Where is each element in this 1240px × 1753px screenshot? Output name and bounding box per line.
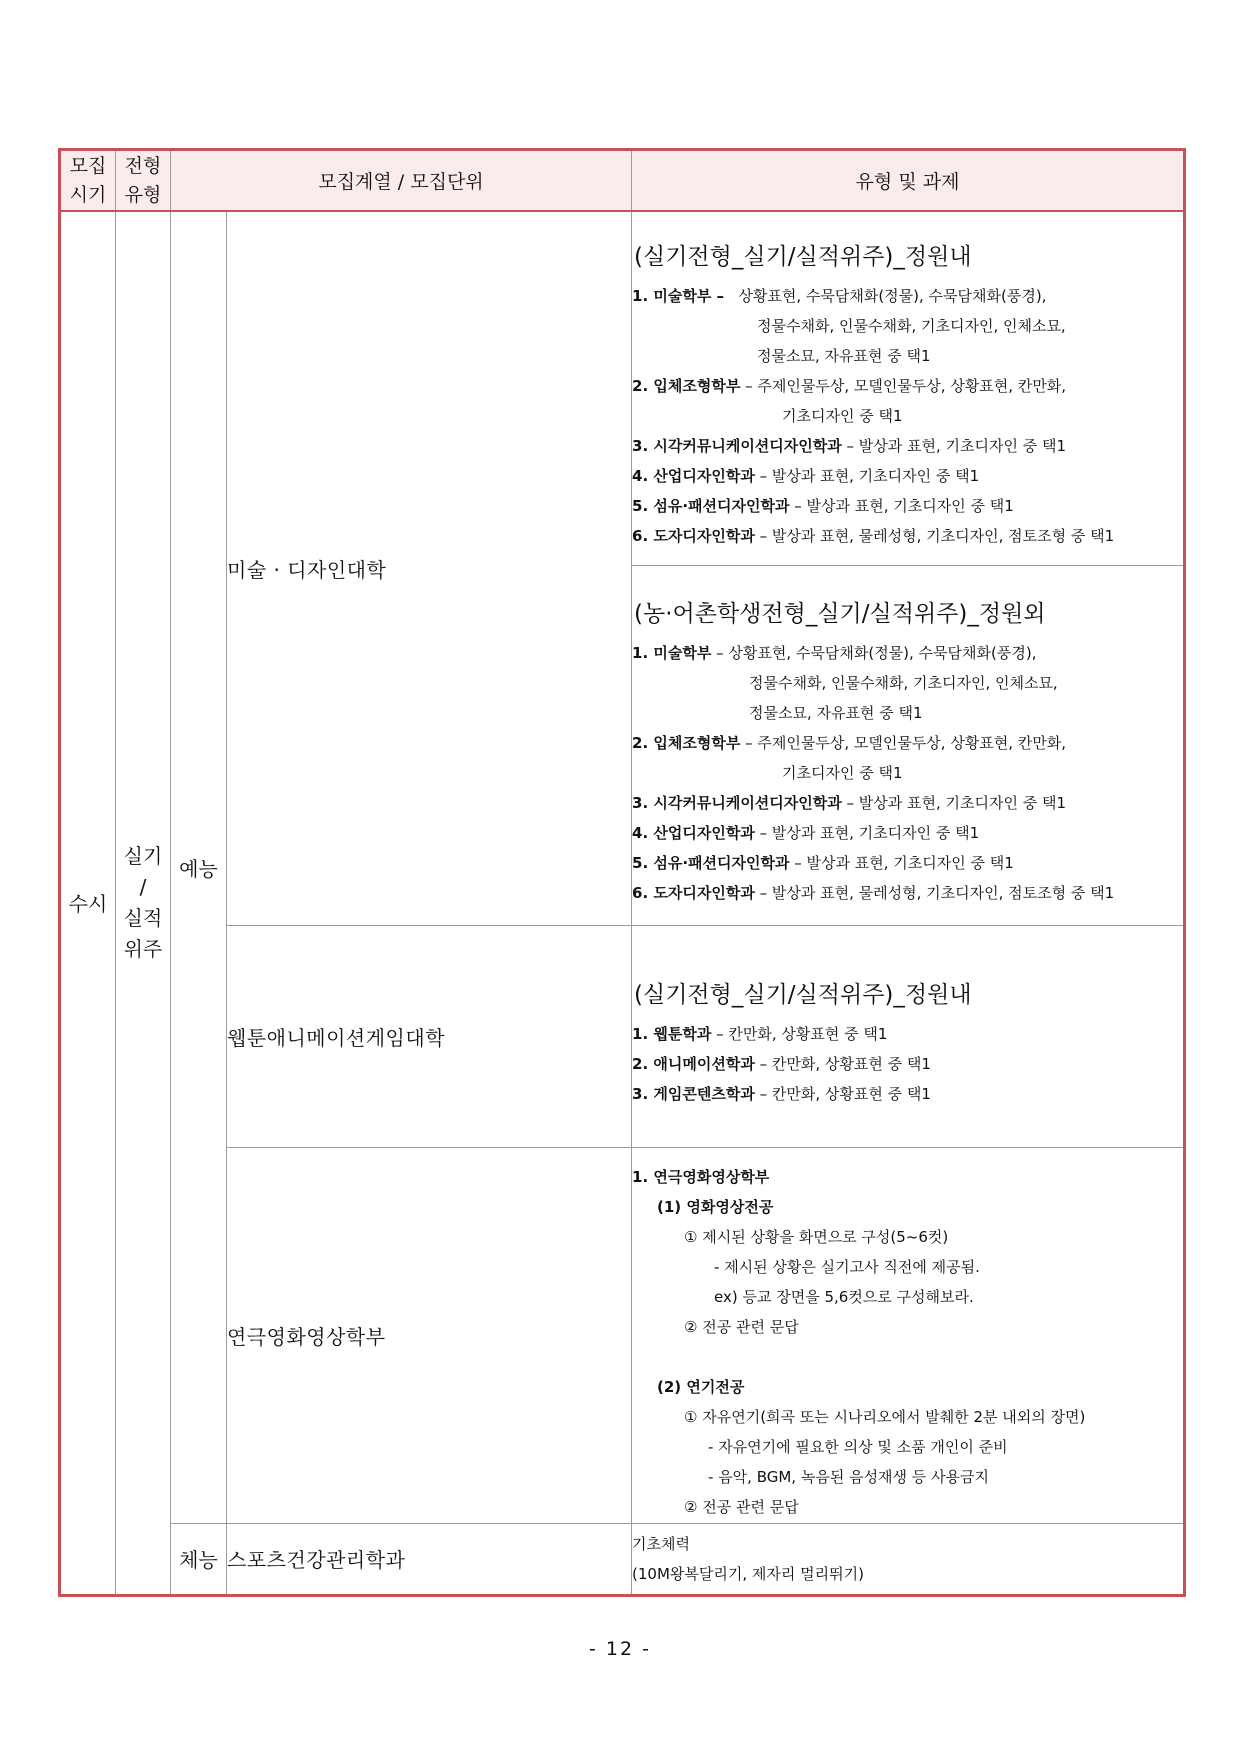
list-item: 4. 산업디자인학과 – 발상과 표현, 기초디자인 중 택1 [632, 823, 980, 842]
list-item: 1. 웹툰학과 – 칸만화, 상황표현 중 택1 [632, 1024, 888, 1043]
header-task: 유형 및 과제 [632, 150, 1185, 212]
type-cell: 실기 / 실적 위주 [116, 211, 171, 1595]
field-sports-cell: 체능 [171, 1523, 227, 1595]
header-type: 전형 유형 [116, 150, 171, 212]
list-item: 정물소묘, 자유표현 중 택1 [749, 703, 923, 722]
header-unit: 모집계열 / 모집단위 [171, 150, 632, 212]
list-item: 3. 게임콘텐츠학과 – 칸만화, 상황표현 중 택1 [632, 1084, 931, 1103]
table-row [60, 211, 1185, 565]
unit-webtoon: 웹툰애니메이션게임대학 [227, 925, 632, 1147]
list-item: ① 자유연기(희곡 또는 시나리오에서 발췌한 2분 내외의 장면) [684, 1408, 1086, 1426]
list-item: 3. 시각커뮤니케이션디자인학과 – 발상과 표현, 기초디자인 중 택1 [632, 436, 1067, 455]
list-item: 4. 산업디자인학과 – 발상과 표현, 기초디자인 중 택1 [632, 466, 980, 485]
list-item: 1. 미술학부 – 상황표현, 수묵담채화(정물), 수묵담채화(풍경), [632, 643, 1037, 662]
unit-theater: 연극영화영상학부 [227, 1147, 632, 1523]
header-row [60, 150, 1185, 212]
list-item: (2) 연기전공 [657, 1378, 745, 1396]
admission-table [58, 148, 1186, 1597]
field-arts-cell: 예능 [171, 211, 227, 1523]
list-item: - 자유연기에 필요한 의상 및 소품 개인이 준비 [708, 1438, 1008, 1456]
season-cell: 수시 [60, 211, 116, 1595]
list-item: 정물수채화, 인물수채화, 기초디자인, 인체소묘, [749, 673, 1058, 692]
unit-sports: 스포츠건강관리학과 [227, 1523, 632, 1595]
list-item: 6. 도자디자인학과 – 발상과 표현, 물레성형, 기초디자인, 점토조형 중 택1 [632, 883, 1115, 902]
page-number: - 12 - [589, 1638, 651, 1660]
task-sports [632, 1523, 1185, 1595]
list-item: 6. 도자디자인학과 – 발상과 표현, 물레성형, 기초디자인, 점토조형 중 택1 [632, 526, 1115, 545]
table-row [60, 1523, 1185, 1595]
list-item: 2. 입체조형학부 – 주제인물두상, 모델인물두상, 상황표현, 칸만화, [632, 733, 1067, 752]
list-item: 기초디자인 중 택1 [782, 763, 903, 782]
unit-art-design: 미술 · 디자인대학 [227, 211, 632, 925]
list-item: - 음악, BGM, 녹음된 음성재생 등 사용금지 [708, 1468, 990, 1486]
list-item: ex) 등교 장면을 5,6컷으로 구성해보라. [714, 1288, 974, 1306]
list-item: 기초디자인 중 택1 [782, 406, 903, 425]
section-title: (실기전형_실기/실적위주)_정원내 [634, 981, 972, 1008]
list-item: ② 전공 관련 문답 [684, 1318, 799, 1336]
list-item: (1) 영화영상전공 [657, 1198, 774, 1216]
header-season: 모집 시기 [60, 150, 116, 212]
table-row [60, 925, 1185, 1147]
list-item: 2. 입체조형학부 – 주제인물두상, 모델인물두상, 상황표현, 칸만화, [632, 376, 1067, 395]
task-art-quota-in [632, 211, 1185, 565]
list-item: 1. 연극영화영상학부 [632, 1168, 770, 1186]
list-item: 기초체력 [632, 1534, 690, 1553]
list-item: ① 제시된 상황을 화면으로 구성(5~6컷) [684, 1228, 949, 1246]
task-webtoon [632, 925, 1185, 1147]
task-art-quota-out [632, 565, 1185, 925]
section-title: (농·어촌학생전형_실기/실적위주)_정원외 [634, 600, 1046, 627]
list-item: 정물소묘, 자유표현 중 택1 [757, 346, 931, 365]
table-row [60, 1147, 1185, 1523]
list-item: (10M왕복달리기, 제자리 멀리뛰기) [632, 1564, 864, 1583]
list-item: 2. 애니메이션학과 – 칸만화, 상황표현 중 택1 [632, 1054, 931, 1073]
list-item: - 제시된 상황은 실기고사 직전에 제공됨. [714, 1258, 980, 1276]
list-item: 5. 섬유·패션디자인학과 – 발상과 표현, 기초디자인 중 택1 [632, 853, 1014, 872]
task-theater [632, 1147, 1185, 1523]
list-item: 1. 미술학부 – 상황표현, 수묵담채화(정물), 수묵담채화(풍경), [632, 286, 1047, 305]
section-title: (실기전형_실기/실적위주)_정원내 [634, 243, 972, 270]
list-item: ② 전공 관련 문답 [684, 1498, 799, 1516]
list-item: 5. 섬유·패션디자인학과 – 발상과 표현, 기초디자인 중 택1 [632, 496, 1014, 515]
list-item: 3. 시각커뮤니케이션디자인학과 – 발상과 표현, 기초디자인 중 택1 [632, 793, 1067, 812]
list-item: 정물수채화, 인물수채화, 기초디자인, 인체소묘, [757, 316, 1066, 335]
